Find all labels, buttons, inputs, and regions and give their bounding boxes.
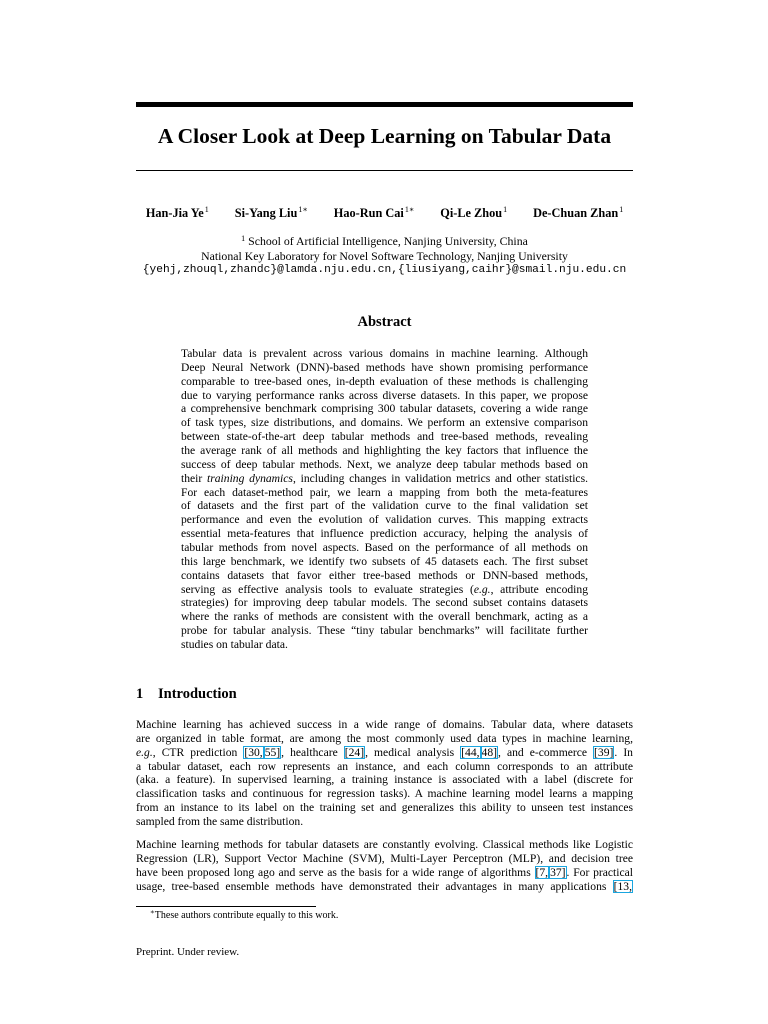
abstract-line: a comprehensive benchmark comprising 300 tabular datasets, covering a wide range xyxy=(181,402,588,416)
abstract-line: performance and even the evolution of validation curves. This mapping extracts xyxy=(181,513,588,527)
abstract-line: due to varying performance ranks across diverse datasets. In this paper, we propose xyxy=(181,388,588,402)
intro-paragraph-1: Machine learning has achieved success in a wide range of domains. Tabular data, where datasets are organized in table format, are among the most commonly used data types in machine learning, e.g., CTR prediction [30, 55], healthcare [24], medical analysis [44, 48], and e-commerce [39]. In a tabular dataset, each row represents an instance, and each column corresponds to an attribute (aka. a feature). In supervised learning, a training instance is associated with a label (discrete for classification tasks and continuous for regression tasks). A machine learning model learns a mapping from an instance to its label on the training set and generalizes this ability to unseen test instances sampled from the same distribution. xyxy=(136,718,633,829)
paper-title: A Closer Look at Deep Learning on Tabular Data xyxy=(157,124,612,148)
citation-link[interactable]: [7, xyxy=(535,865,549,879)
citation-link[interactable]: [24] xyxy=(344,745,365,759)
section-heading: 1 Introduction xyxy=(136,686,237,702)
footnote: ∗These authors contribute equally to this work. xyxy=(150,908,339,921)
author: Qi-Le Zhou$^1$ xyxy=(440,205,508,220)
author: Han-Jia Ye$^1$ xyxy=(145,205,209,220)
citation-link[interactable]: 37] xyxy=(550,865,566,879)
abstract-line: studies on tabular data. xyxy=(181,638,288,652)
author-emails: {yehj,zhouql,zhandc}@lamda.nju.edu.cn,{liusiyang,caihr}@smail.nju.edu.cn xyxy=(142,264,627,276)
abstract-line: strategies) for improving deep tabular models. The second subset contains datasets xyxy=(181,596,588,610)
abstract-line: probe for tabular analysis. These “tiny tabular benchmarks” will facilitate further xyxy=(181,624,588,638)
abstract-body xyxy=(181,347,588,652)
abstract-line: of task types, size distributions, and domains. We perform an extensive comparison xyxy=(181,416,588,430)
footnote-rule xyxy=(136,906,316,907)
author: Hao-Run Cai$^{1∗}$ xyxy=(333,205,415,220)
abstract-line: essential meta-features that influence prediction accuracy, helping the analysis of xyxy=(181,527,588,541)
abstract-line: contains datasets that favor either tree-based methods or DNN-based methods, xyxy=(181,568,588,582)
abstract-line: tabular methods from novel aspects. Based on the performance of all methods on xyxy=(181,541,588,555)
abstract-heading: Abstract xyxy=(357,314,412,330)
affiliation-line-2: National Key Laboratory for Novel Software Technology, Nanjing University xyxy=(201,249,568,263)
intro-paragraph-2: Machine learning methods for tabular datasets are constantly evolving. Classical methods like Logistic Regression (LR), Support Vector Machine (SVM), Multi-Layer Perceptron (MLP), and decision tree have been proposed long ago and serve as the basis for a wide range of algorithms [7, 37]. For practical usage, tree-based ensemble methods have demonstrated their advantages in many applications [13, xyxy=(136,838,633,893)
author: Si-Yang Liu$^{1∗}$ xyxy=(234,205,308,220)
preprint-notice: Preprint. Under review. xyxy=(136,946,240,958)
title-bottom-rule xyxy=(136,170,633,171)
citation-link[interactable]: [39] xyxy=(594,745,614,759)
citation-link[interactable]: [13, xyxy=(613,879,632,893)
author: De-Chuan Zhan$^1$ xyxy=(533,205,624,220)
citation-link[interactable]: 55] xyxy=(264,745,281,759)
affiliation-line-1: $^1$ School of Artificial Intelligence, Nanjing University, China xyxy=(241,234,528,248)
abstract-line: For each dataset-method pair, we learn a mapping from both the meta-features xyxy=(181,485,588,499)
citation-link[interactable]: [44, xyxy=(461,745,480,759)
abstract-line: this large benchmark, we identify two subsets of 45 datasets each. The first subset xyxy=(181,554,588,568)
author-list xyxy=(136,205,633,221)
abstract-line: serving as effective analysis tools to evaluate strategies (e.g., attribute encoding xyxy=(181,582,588,596)
abstract-line: comparable to tree-based ones, in-depth evaluation of these methods is challenging xyxy=(181,374,588,388)
abstract-line: of datasets and the first part of the validation curve to the final validation set xyxy=(181,499,588,513)
citation-link[interactable]: [30, xyxy=(244,745,263,759)
abstract-line: Tabular data is prevalent across various domains in machine learning. Although xyxy=(181,347,588,360)
title-top-rule xyxy=(136,102,633,107)
abstract-line: Deep Neural Network (DNN)-based methods have shown promising performance xyxy=(181,360,588,374)
abstract-line: their training dynamics, including changes in validation metrics and other statistics. xyxy=(181,471,588,485)
abstract-line: between state-of-the-art deep tabular methods and tree-based methods, revealing xyxy=(181,430,588,444)
abstract-line: success of deep tabular methods. Next, we analyze deep tabular methods based on xyxy=(181,457,588,471)
citation-link[interactable]: 48] xyxy=(481,745,497,759)
abstract-line: where the ranks of methods are consistent with the overall benchmark, acting as a xyxy=(181,610,588,624)
abstract-line: the average rank of all methods and highlighting the key factors that influence the xyxy=(181,444,588,458)
